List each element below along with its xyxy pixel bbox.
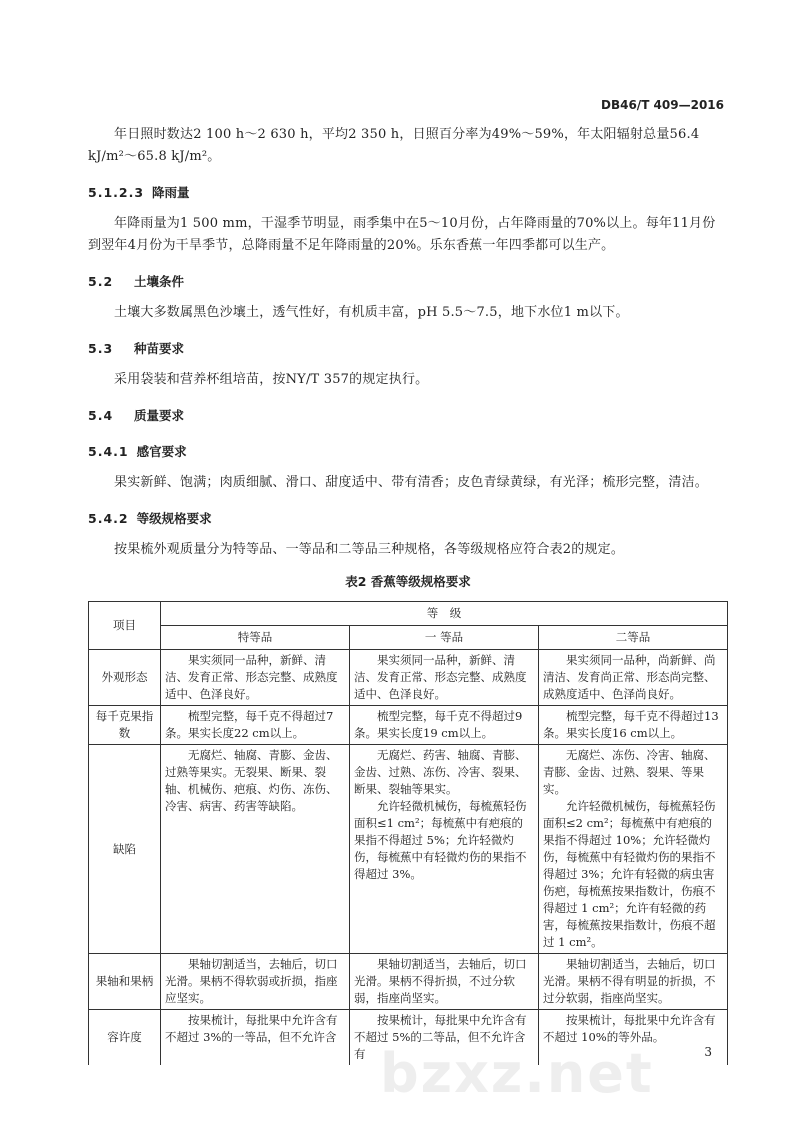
cell-text: 果实须同一品种，尚新鲜、尚清洁、发育尚正常、形态尚完整、成熟度适中、色泽尚良好。 — [543, 653, 716, 701]
cell-text: 按果梳计，每批果中允许含有不超过 3%的一等品，但不允许含 — [165, 1013, 338, 1044]
cell-text: 按果梳计，每批果中允许含有不超过 10%的等外品。 — [543, 1013, 716, 1044]
heading-title: 感官要求 — [136, 444, 187, 459]
cell-text: 按果梳计，每批果中允许含有不超过 5%的二等品，但不允许含有 — [354, 1013, 527, 1061]
cell-text: 果实须同一品种，新鲜、清洁、发育正常、形态完整、成熟度适中、色泽良好。 — [165, 653, 338, 701]
header-item: 项目 — [89, 602, 161, 650]
seedling-paragraph: 采用袋装和营养杯组培苗，按NY/T 357的规定执行。 — [114, 372, 429, 387]
heading-title: 等级规格要求 — [136, 511, 212, 526]
heading-5-3 — [88, 338, 728, 360]
cell-text: 梳型完整，每千克不得超过13条。果实长度16 cm以上。 — [543, 709, 719, 740]
header-grade-first: 一 等品 — [350, 626, 539, 650]
soil-paragraph: 土壤大多数属黑色沙壤土，透气性好，有机质丰富，pH 5.5～7.5，地下水位1 m以下。 — [114, 305, 629, 320]
cell-special — [161, 1010, 350, 1066]
cell-text: 果轴切割适当，去轴后，切口光滑。果柄不得软弱或折损，指座应坚实。 — [165, 957, 338, 1005]
cell-special — [161, 706, 350, 745]
cell-text: 果实须同一品种，新鲜、清洁、发育正常、形态完整、成熟度适中、色泽良好。 — [354, 653, 527, 701]
table-row — [89, 706, 728, 745]
document-code: DB46/T 409—2016 — [601, 98, 724, 112]
cell-text: 允许轻微机械伤，每梳蕉轻伤面积≤2 cm²；每梳蕉中有疤痕的果指不得超过 10%；允许轻微灼伤，每梳蕉中有轻微灼伤的果指不得超过 3%；允许有轻微的病虫害伤疤，每梳蕉按果指数计，伤痕不得超过 1 cm²；允许有轻微的药害，每梳蕉按果指数计，伤痕不超过 1 cm²。 — [543, 799, 716, 949]
heading-5-2 — [88, 271, 728, 293]
cell-text: 果轴切割适当，去轴后，切口光滑。果柄不得有明显的折损，不过分软弱，指座尚坚实。 — [543, 957, 716, 1005]
rainfall-paragraph: 年降雨量为1 500 mm，干湿季节明显，雨季集中在5～10月份，占年降雨量的70%以上。每年11月份到翌年4月份为干旱季节，总降雨量不足年降雨量的20%。乐东香蕉一年四季都可以生产。 — [88, 216, 716, 253]
heading-title: 土壤条件 — [134, 274, 185, 289]
cell-second — [539, 706, 728, 745]
heading-title: 降雨量 — [152, 185, 190, 200]
header-grade: 等 级 — [161, 602, 728, 626]
table-row — [89, 650, 728, 706]
heading-number: 5.3 — [88, 341, 114, 356]
row-item: 缺陷 — [89, 745, 161, 954]
cell-text: 无腐烂、冻伤、冷害、轴腐、青膨、金齿、过熟、裂果、等果实。 — [543, 748, 716, 796]
table-title: 表2 香蕉等级规格要求 — [345, 574, 471, 589]
row-item: 外观形态 — [89, 650, 161, 706]
row-item: 容许度 — [89, 1010, 161, 1066]
heading-number: 5.4.1 — [88, 444, 129, 459]
row-item: 每千克果指数 — [89, 706, 161, 745]
grade-spec-table — [88, 601, 728, 1065]
sensory-paragraph: 果实新鲜、饱满；肉质细腻、滑口、甜度适中、带有清香；皮色青绿黄绿，有光泽；梳形完整，清洁。 — [114, 475, 709, 490]
cell-first — [350, 650, 539, 706]
cell-text: 无腐烂、轴腐、青膨、金齿、过熟等果实。无裂果、断果、裂轴、机械伤、疤痕、灼伤、冻伤、冷害、病害、药害等缺陷。 — [165, 748, 338, 813]
cell-second — [539, 745, 728, 954]
cell-text: 果轴切割适当，去轴后，切口光滑。果柄不得折损，不过分软弱，指座尚坚实。 — [354, 957, 527, 1005]
table-row — [89, 954, 728, 1010]
cell-text: 梳型完整，每千克不得超过7条。果实长度22 cm以上。 — [165, 709, 334, 740]
table-row — [89, 745, 728, 954]
heading-5-4 — [88, 405, 728, 427]
cell-second — [539, 954, 728, 1010]
cell-text: 允许轻微机械伤，每梳蕉轻伤面积≤1 cm²；每梳蕉中有疤痕的果指不得超过 5%；允许轻微灼伤，每梳蕉中有轻微灼伤的果指不得超过 3%。 — [354, 799, 527, 881]
cell-first — [350, 706, 539, 745]
sunshine-paragraph: 年日照时数达2 100 h～2 630 h，平均2 350 h，日照百分率为49%～59%，年太阳辐射总量56.4 kJ/m²～65.8 kJ/m²。 — [88, 127, 700, 164]
cell-second — [539, 650, 728, 706]
heading-number: 5.4.2 — [88, 511, 129, 526]
cell-first — [350, 745, 539, 954]
heading-5-4-1 — [88, 441, 728, 463]
page-number: 3 — [704, 1045, 712, 1059]
grade-paragraph: 按果梳外观质量分为特等品、一等品和二等品三种规格，各等级规格应符合表2的规定。 — [114, 542, 625, 557]
heading-number: 5.4 — [88, 408, 114, 423]
heading-5-4-2 — [88, 508, 728, 530]
cell-first — [350, 954, 539, 1010]
heading-title: 质量要求 — [134, 408, 185, 423]
cell-special — [161, 745, 350, 954]
watermark-text: bzxz.net — [380, 1042, 654, 1105]
heading-title: 种苗要求 — [134, 341, 185, 356]
row-item: 果轴和果柄 — [89, 954, 161, 1010]
page-content — [88, 124, 728, 1065]
heading-number: 5.1.2.3 — [88, 185, 145, 200]
heading-number: 5.2 — [88, 274, 114, 289]
cell-special — [161, 650, 350, 706]
heading-5-1-2-3 — [88, 182, 728, 204]
cell-text: 梳型完整，每千克不得超过9条。果实长度19 cm以上。 — [354, 709, 523, 740]
header-grade-second: 二等品 — [539, 626, 728, 650]
cell-text: 无腐烂、药害、轴腐、青膨、金齿、过熟、冻伤、冷害、裂果、断果、裂轴等果实。 — [354, 748, 527, 796]
header-grade-special: 特等品 — [161, 626, 350, 650]
cell-special — [161, 954, 350, 1010]
